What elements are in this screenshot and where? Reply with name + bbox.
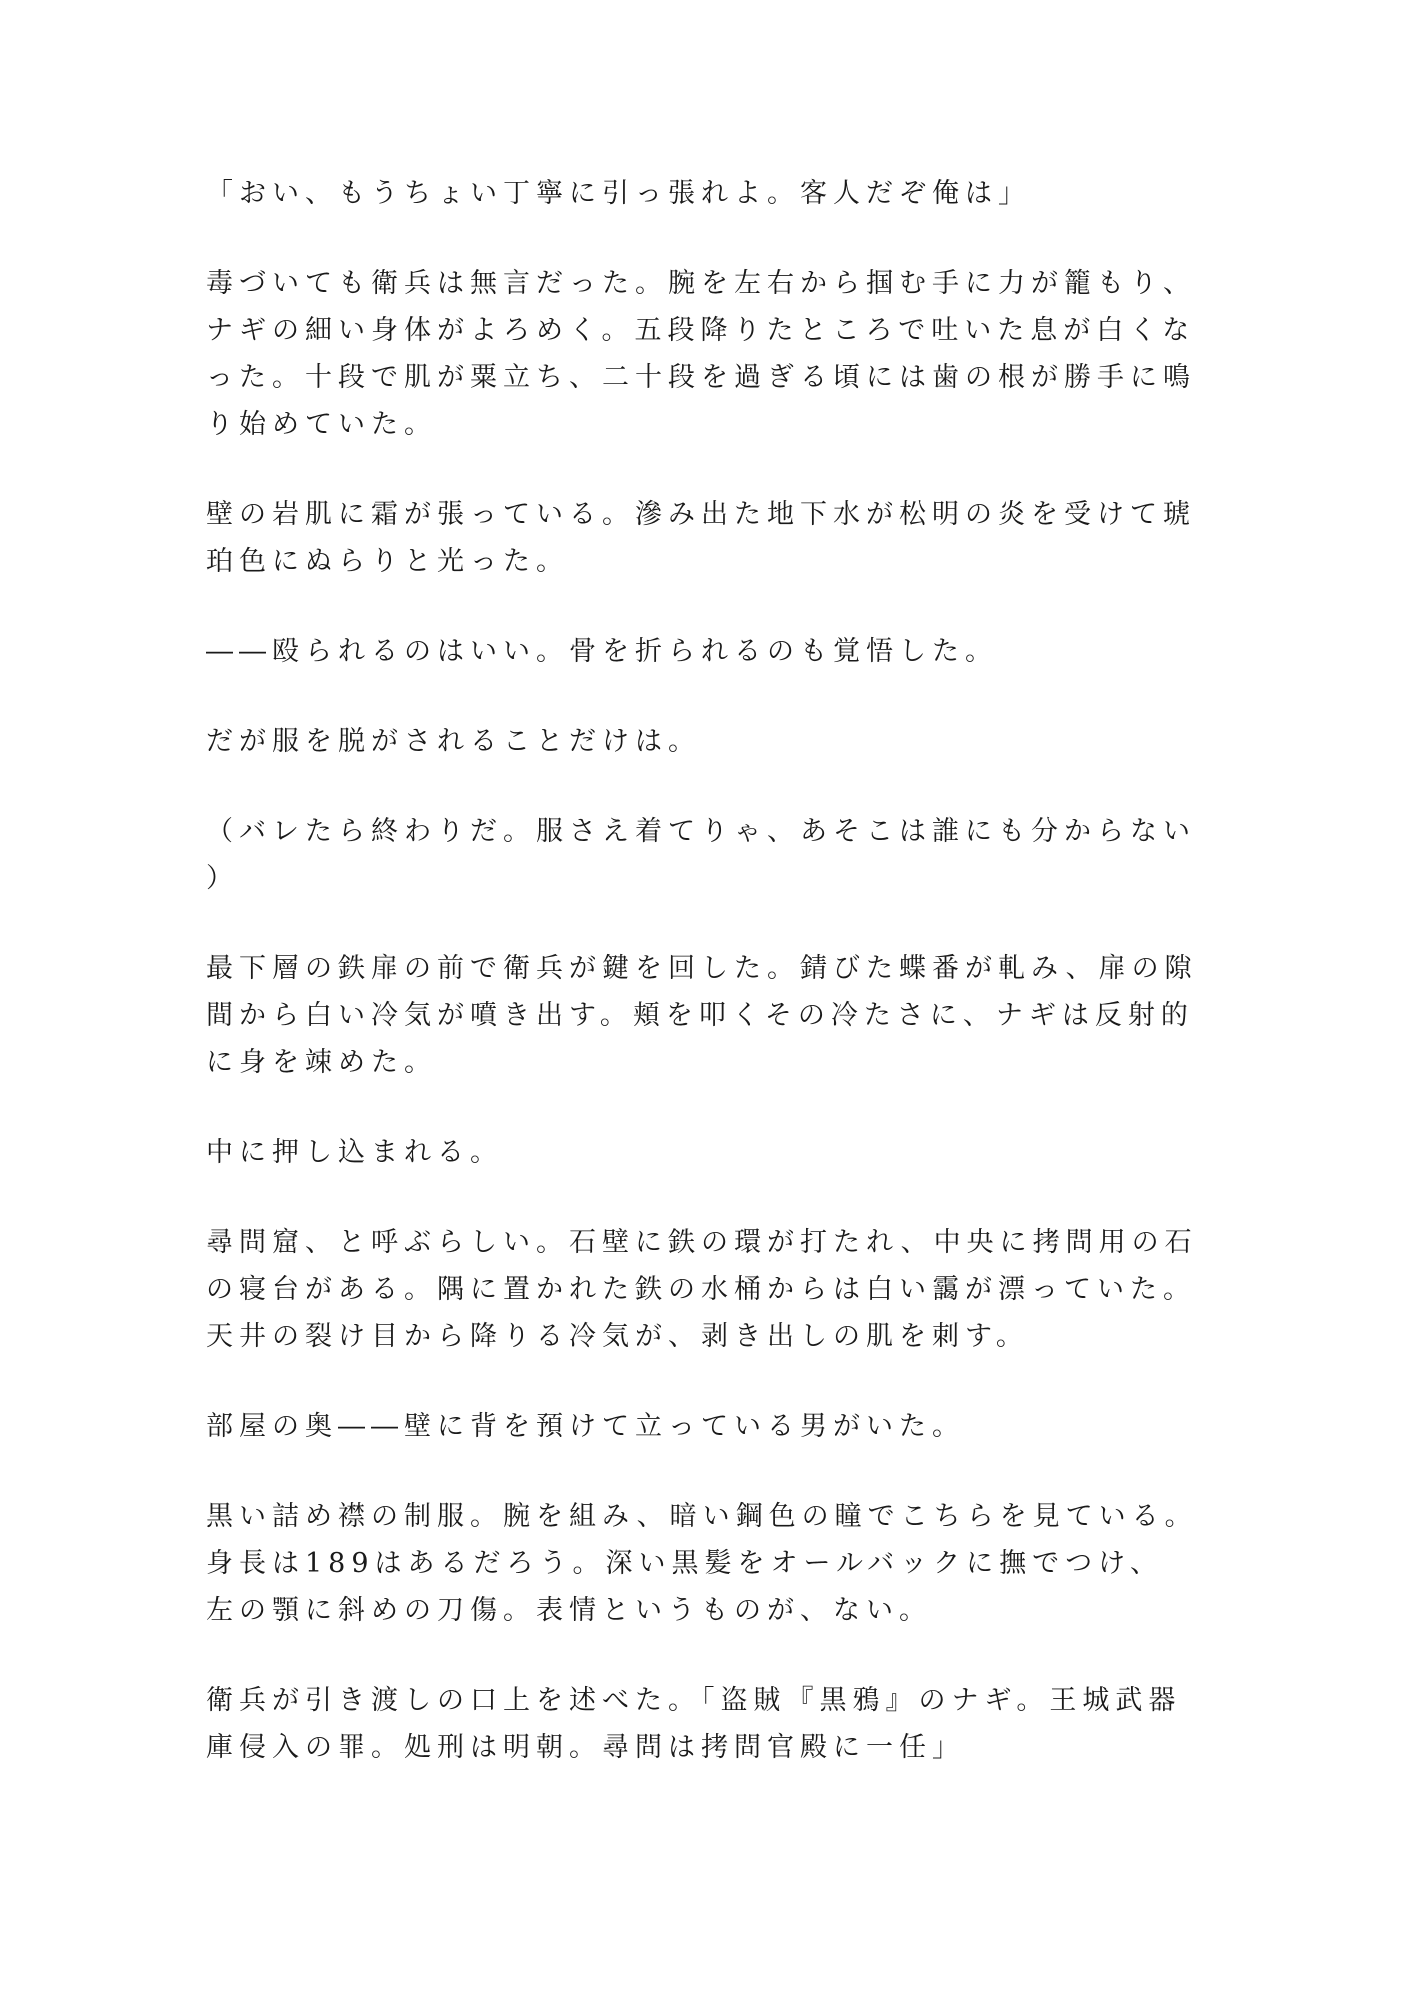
paragraph	[206, 170, 1206, 217]
paragraph	[206, 718, 1206, 765]
paragraph	[206, 1403, 1206, 1450]
paragraph	[206, 628, 1206, 675]
text-line: 中に押し込まれる。	[206, 1137, 503, 1168]
text-line: 「おい、もうちょい丁寧に引っ張れよ。客人だぞ俺は」	[206, 178, 1031, 209]
paragraph	[206, 1493, 1206, 1634]
paragraph	[206, 1677, 1206, 1771]
text-line: （バレたら終わりだ。服さえ着てりゃ、あそこは誰にも分からない	[206, 816, 1196, 847]
paragraph	[206, 1219, 1206, 1360]
text-line: に身を竦めた。	[206, 1047, 437, 1078]
text-line: 珀色にぬらりと光った。	[206, 546, 569, 577]
document-page	[206, 170, 1206, 1814]
text-line: だが服を脱がされることだけは。	[206, 726, 701, 757]
text-line: 天井の裂け目から降りる冷気が、剥き出しの肌を刺す。	[206, 1321, 1029, 1352]
paragraph	[206, 945, 1206, 1086]
paragraph	[206, 808, 1206, 902]
text-line: ――殴られるのはいい。骨を折られるのも覚悟した。	[206, 636, 998, 667]
text-line: 衛兵が引き渡しの口上を述べた。「盗賊『黒鴉』のナギ。王城武器	[206, 1685, 1182, 1716]
text-line: ）	[206, 863, 239, 894]
text-line: った。十段で肌が粟立ち、二十段を過ぎる頃には歯の根が勝手に鳴	[206, 362, 1196, 393]
text-line: ナギの細い身体がよろめく。五段降りたところで吐いた息が白くな	[206, 315, 1196, 346]
text-line: 尋問窟、と呼ぶらしい。石壁に鉄の環が打たれ、中央に拷問用の石	[206, 1227, 1198, 1258]
text-line: 部屋の奥――壁に背を預けて立っている男がいた。	[206, 1411, 965, 1442]
paragraph	[206, 260, 1206, 448]
text-line: り始めていた。	[206, 409, 437, 440]
text-line: 庫侵入の罪。処刑は明朝。尋問は拷問官殿に一任」	[206, 1732, 965, 1763]
paragraph	[206, 491, 1206, 585]
text-line: 壁の岩肌に霜が張っている。滲み出た地下水が松明の炎を受けて琥	[206, 499, 1196, 530]
text-line: 左の顎に斜めの刀傷。表情というものが、ない。	[206, 1595, 932, 1626]
text-line: 黒い詰め襟の制服。腕を組み、暗い鋼色の瞳でこちらを見ている。	[206, 1501, 1198, 1532]
paragraph	[206, 1129, 1206, 1176]
text-line: 毒づいても衛兵は無言だった。腕を左右から掴む手に力が籠もり、	[206, 268, 1196, 299]
text-line: 身長は189はあるだろう。深い黒髪をオールバックに撫でつけ、	[206, 1548, 1164, 1579]
text-line: の寝台がある。隅に置かれた鉄の水桶からは白い靄が漂っていた。	[206, 1274, 1196, 1305]
text-line: 最下層の鉄扉の前で衛兵が鍵を回した。錆びた蝶番が軋み、扉の隙	[206, 953, 1198, 984]
text-line: 間から白い冷気が噴き出す。頬を叩くその冷たさに、ナギは反射的	[206, 1000, 1194, 1031]
